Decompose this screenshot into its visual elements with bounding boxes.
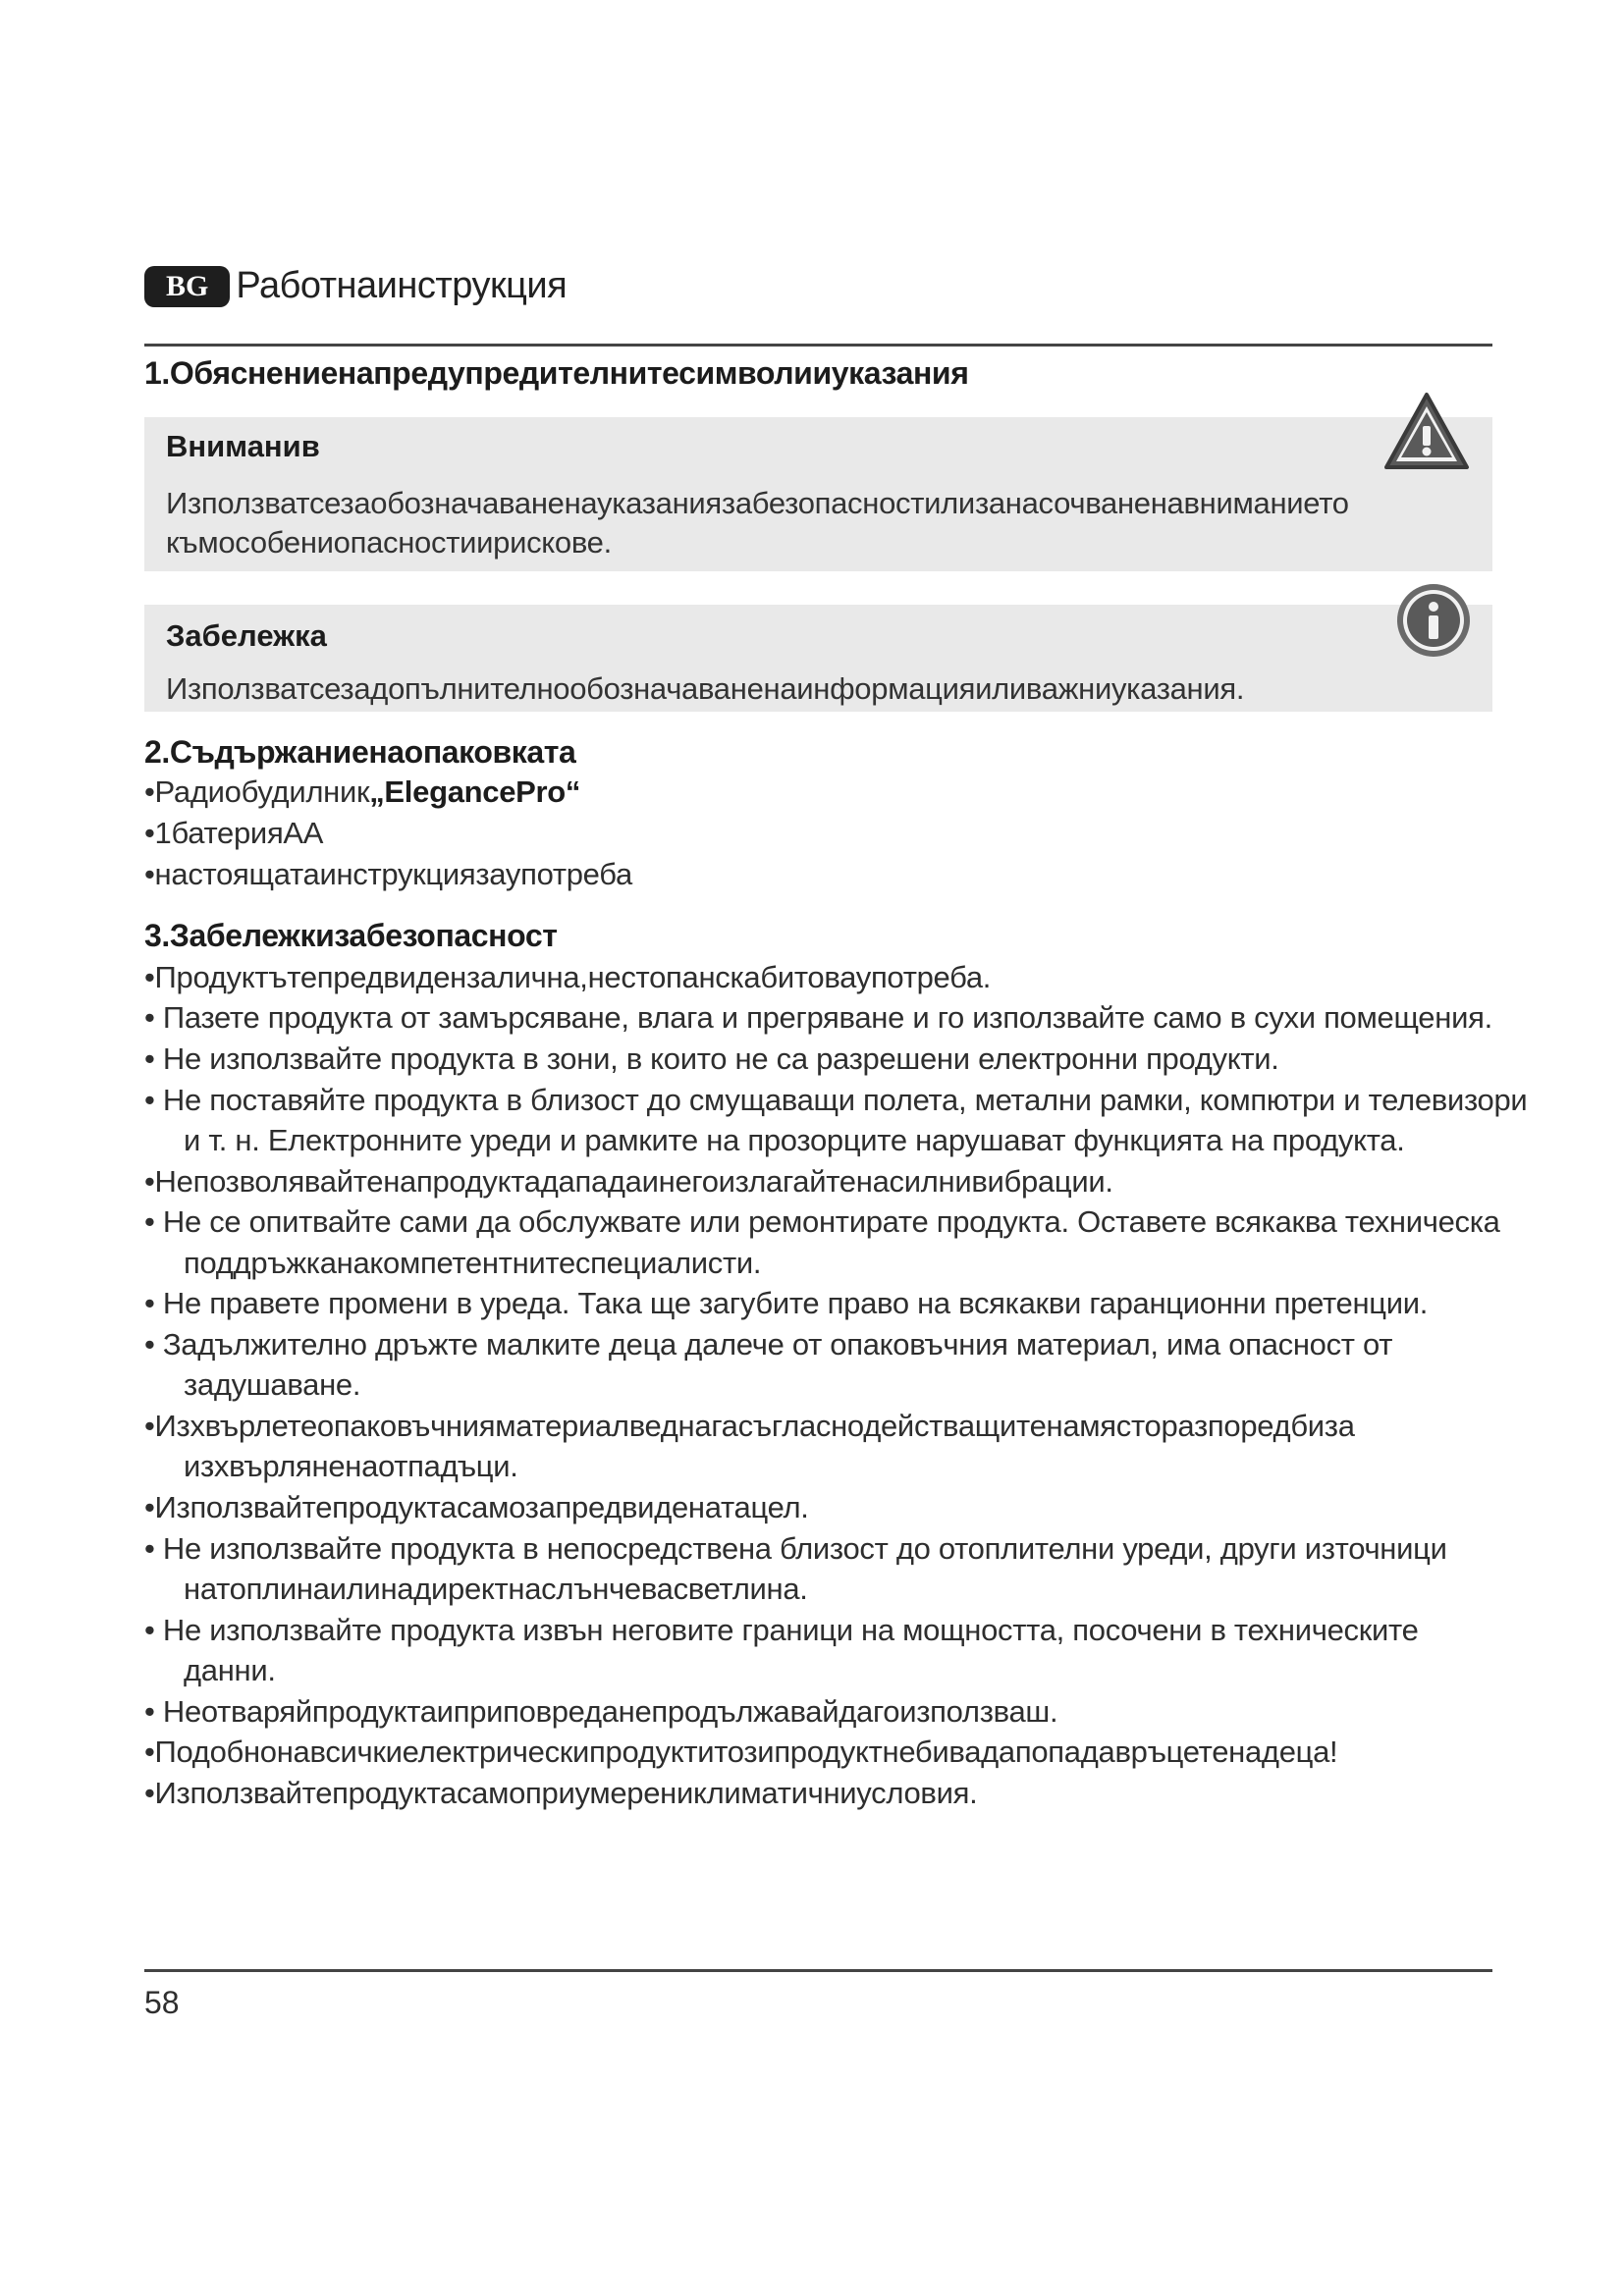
warning-triangle-icon xyxy=(1382,391,1471,476)
list-item-text: •Радиобудилник xyxy=(144,774,370,809)
safety-line: и т. н. Електронните уреди и рамките на прозорците нарушават функцията на продукта. xyxy=(184,1123,1405,1157)
safety-line: • Не правете промени в уреда. Така ще загубите право на всякакви гаранционни претенции. xyxy=(144,1286,1429,1320)
list-item xyxy=(144,857,632,892)
safety-line: •Използвайтепродуктасамозапредвиденатацел. xyxy=(144,1490,809,1524)
safety-line: •Продуктътепредвидензаличнa,нестопанскабитоваупотреба. xyxy=(144,960,992,994)
note-text-line: Използватсезадопълнителнообозначаваненаинформацияиливажниуказания. xyxy=(166,671,1245,706)
list-item-text: •настоящатаинструкциязаупотреба xyxy=(144,857,632,891)
footer-rule xyxy=(144,1969,1492,1972)
note-text xyxy=(166,669,1393,709)
safety-line: •Изхвърлетеопаковъчнияматериалведнагасъгласнодействащитенамясторазпоредбиза xyxy=(144,1409,1355,1443)
safety-line: • Не използвайте продукта извън неговите граници на мощността, посочени в техническите xyxy=(144,1613,1419,1647)
safety-line: задушаване. xyxy=(184,1367,361,1402)
safety-line: • Не използвайте продукта в непосредствена близост до отоплителни уреди, други източници xyxy=(144,1531,1447,1566)
safety-line: • Не поставяйте продукта в близост до смущаващи полета, метални рамки, компютри и телевизори xyxy=(144,1083,1528,1117)
section3-heading: 3.Забележкизабезопасност xyxy=(144,918,558,953)
list-item xyxy=(144,774,580,810)
safety-line: • Пазете продукта от замърсяване, влага и прегряване и го използвайте само в сухи помещения. xyxy=(144,1000,1492,1035)
safety-line: натоплинаилинадиректнаслънчевасветлина. xyxy=(184,1572,808,1606)
note-box xyxy=(144,605,1492,712)
warning-text-line: Използватсезаобозначаваненауказаниязабезопасностилизанасочваненавниманието xyxy=(166,486,1349,520)
safety-line: изхвърляненаотпадъци. xyxy=(184,1449,518,1483)
safety-line: • Задължително дръжте малките деца далече от опаковъчния материал, има опасност от xyxy=(144,1327,1393,1362)
list-item xyxy=(144,816,323,851)
safety-line: данни. xyxy=(184,1653,276,1687)
language-badge: BG xyxy=(144,266,230,307)
safety-line: •Подобнонавсичкиелектрическипродуктитозипродуктнебивадапопадавръцетенадеца! xyxy=(144,1735,1338,1769)
safety-line: • Не използвайте продукта в зони, в които не са разрешени електронни продукти. xyxy=(144,1041,1279,1076)
document-title: Работнаинструкция xyxy=(236,265,568,306)
product-name: „ElegancePro“ xyxy=(369,774,581,809)
info-circle-icon xyxy=(1394,581,1473,665)
header-rule xyxy=(144,344,1492,347)
safety-line: поддръжканакомпетентнитеспециалисти. xyxy=(184,1246,762,1280)
page-header xyxy=(144,265,567,307)
safety-line: •Непозволявайтенапродуктадападаинегоизлагайтенасилнивибрации. xyxy=(144,1164,1113,1199)
safety-line: • Не се опитвайте сами да обслужвате или ремонтирате продукта. Оставете всякаква техническа xyxy=(144,1204,1500,1239)
section1-heading: 1.Обяснениенапредупредителнитесимволииуказания xyxy=(144,355,969,391)
safety-line: • Неотваряйпродуктаиприповреданепродължавайдагоизползваш. xyxy=(144,1694,1058,1729)
note-title: Забележка xyxy=(166,618,327,653)
safety-line: •Използвайтепродуктасамоприумерениклиматичниусловия. xyxy=(144,1776,978,1810)
warning-text xyxy=(166,484,1393,562)
page-number: 58 xyxy=(144,1985,180,2020)
warning-box xyxy=(144,417,1492,571)
section2-heading: 2.Съдържаниенаопаковката xyxy=(144,734,576,770)
list-item-text: •1батерияАА xyxy=(144,816,324,850)
warning-title: Вниманив xyxy=(166,429,320,463)
warning-text-line: къмособениопасностиирискове. xyxy=(166,525,612,560)
